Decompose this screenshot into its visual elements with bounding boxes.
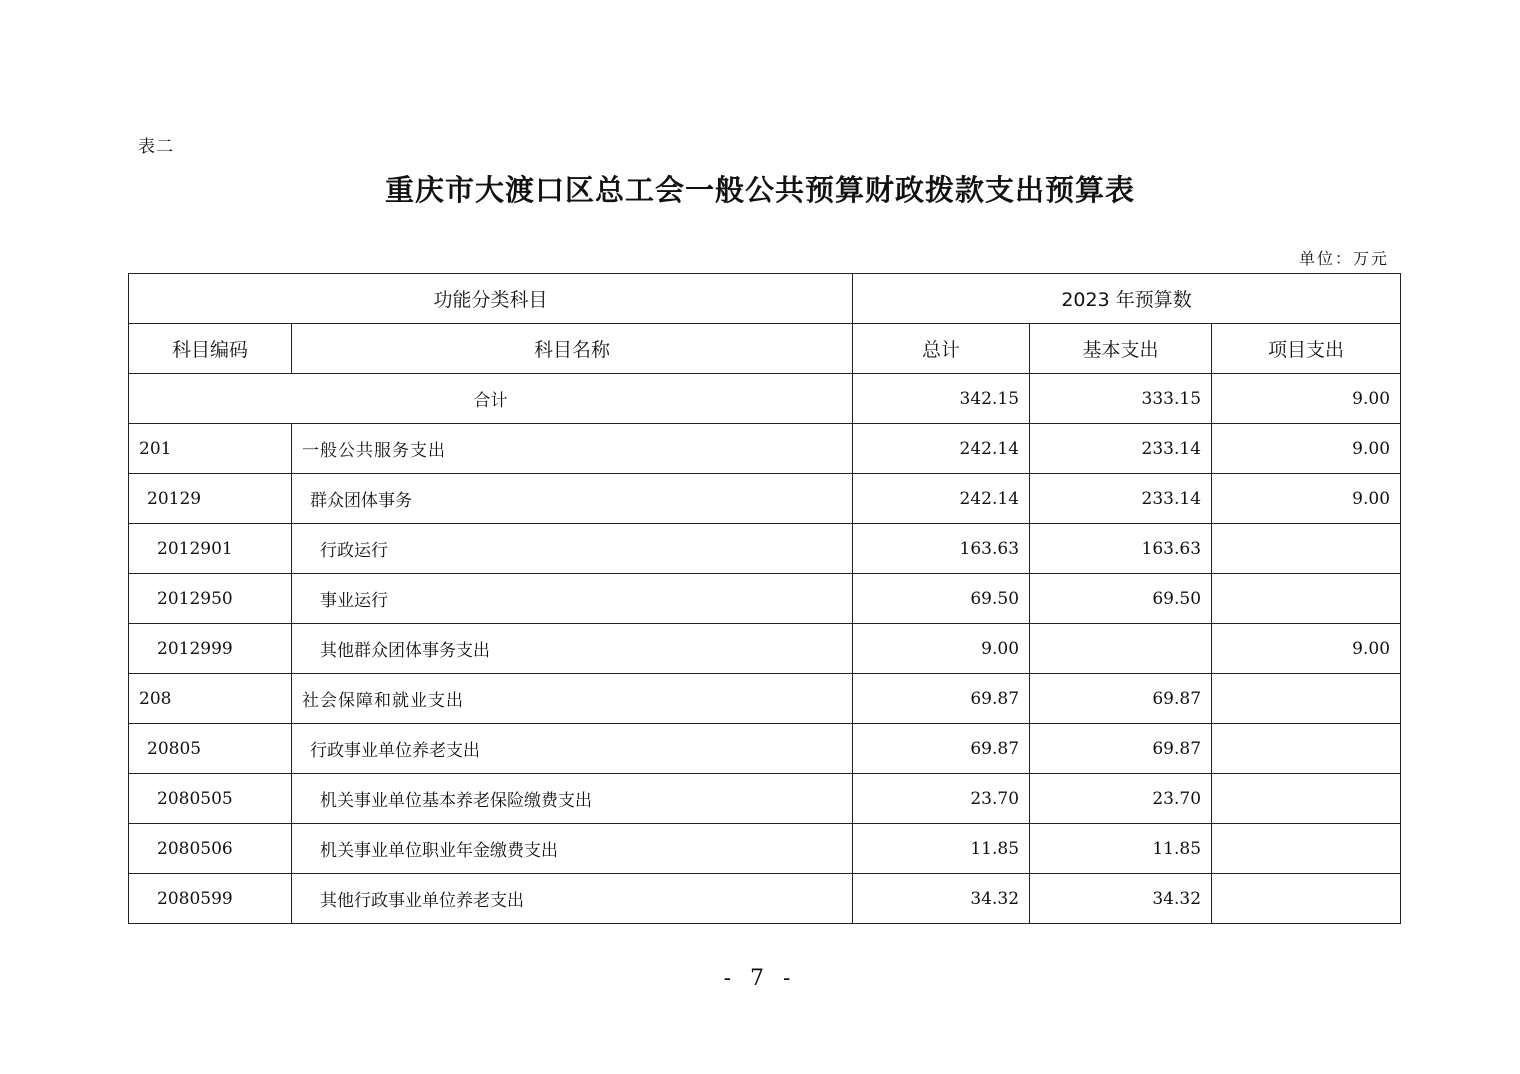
cell-code: 2080599	[129, 874, 292, 924]
cell-basic: 69.87	[1030, 674, 1212, 724]
cell-project	[1212, 774, 1401, 824]
cell-total: 242.14	[853, 424, 1030, 474]
header-functional-classification: 功能分类科目	[129, 274, 853, 324]
cell-project	[1212, 724, 1401, 774]
unit-label: 单位：万元	[1298, 249, 1389, 268]
cell-code: 2080505	[129, 774, 292, 824]
header-budget-year: 2023 年预算数	[853, 274, 1401, 324]
cell-name: 机关事业单位职业年金缴费支出	[292, 824, 853, 874]
document-title: 重庆市大渡口区总工会一般公共预算财政拨款支出预算表	[384, 173, 1135, 207]
cell-total: 9.00	[853, 624, 1030, 674]
cell-code: 2012950	[129, 574, 292, 624]
cell-total: 163.63	[853, 524, 1030, 574]
table-row	[129, 874, 1401, 924]
cell-name: 其他群众团体事务支出	[292, 624, 853, 674]
cell-name: 行政运行	[292, 524, 853, 574]
cell-name: 事业运行	[292, 574, 853, 624]
cell-total: 69.50	[853, 574, 1030, 624]
header-total: 总计	[853, 324, 1030, 374]
cell-name: 其他行政事业单位养老支出	[292, 874, 853, 924]
table-row	[129, 474, 1401, 524]
cell-project	[1212, 574, 1401, 624]
cell-basic: 233.14	[1030, 424, 1212, 474]
table-row	[129, 574, 1401, 624]
table-row	[129, 424, 1401, 474]
cell-total: 69.87	[853, 674, 1030, 724]
header-basic: 基本支出	[1030, 324, 1212, 374]
cell-total: 11.85	[853, 824, 1030, 874]
cell-total: 23.70	[853, 774, 1030, 824]
cell-name: 群众团体事务	[292, 474, 853, 524]
table-row	[129, 674, 1401, 724]
table-label: 表二	[138, 137, 174, 157]
budget-table	[128, 273, 1401, 924]
total-row	[129, 374, 1401, 424]
header-name: 科目名称	[292, 324, 853, 374]
cell-basic: 34.32	[1030, 874, 1212, 924]
cell-project: 9.00	[1212, 424, 1401, 474]
total-basic: 333.15	[1030, 374, 1212, 424]
cell-code: 2080506	[129, 824, 292, 874]
header-group-row	[129, 274, 1401, 324]
cell-code: 201	[129, 424, 292, 474]
cell-project: 9.00	[1212, 474, 1401, 524]
table-row	[129, 824, 1401, 874]
cell-total: 69.87	[853, 724, 1030, 774]
cell-basic: 69.50	[1030, 574, 1212, 624]
header-project: 项目支出	[1212, 324, 1401, 374]
cell-project	[1212, 674, 1401, 724]
cell-project	[1212, 874, 1401, 924]
cell-name: 一般公共服务支出	[292, 424, 853, 474]
cell-project: 9.00	[1212, 624, 1401, 674]
cell-name: 行政事业单位养老支出	[292, 724, 853, 774]
table-row	[129, 624, 1401, 674]
cell-name: 机关事业单位基本养老保险缴费支出	[292, 774, 853, 824]
total-label: 合计	[129, 374, 853, 424]
cell-project	[1212, 524, 1401, 574]
cell-project	[1212, 824, 1401, 874]
cell-basic	[1030, 624, 1212, 674]
cell-code: 20129	[129, 474, 292, 524]
cell-code: 2012901	[129, 524, 292, 574]
cell-total: 34.32	[853, 874, 1030, 924]
table-row	[129, 524, 1401, 574]
cell-code: 208	[129, 674, 292, 724]
cell-code: 20805	[129, 724, 292, 774]
total-project: 9.00	[1212, 374, 1401, 424]
cell-basic: 11.85	[1030, 824, 1212, 874]
cell-code: 2012999	[129, 624, 292, 674]
cell-basic: 69.87	[1030, 724, 1212, 774]
header-code: 科目编码	[129, 324, 292, 374]
cell-basic: 23.70	[1030, 774, 1212, 824]
page-number: - 7 -	[723, 966, 797, 991]
cell-total: 242.14	[853, 474, 1030, 524]
table-row	[129, 724, 1401, 774]
cell-basic: 233.14	[1030, 474, 1212, 524]
total-sum: 342.15	[853, 374, 1030, 424]
header-column-row	[129, 324, 1401, 374]
cell-name: 社会保障和就业支出	[292, 674, 853, 724]
cell-basic: 163.63	[1030, 524, 1212, 574]
table-row	[129, 774, 1401, 824]
